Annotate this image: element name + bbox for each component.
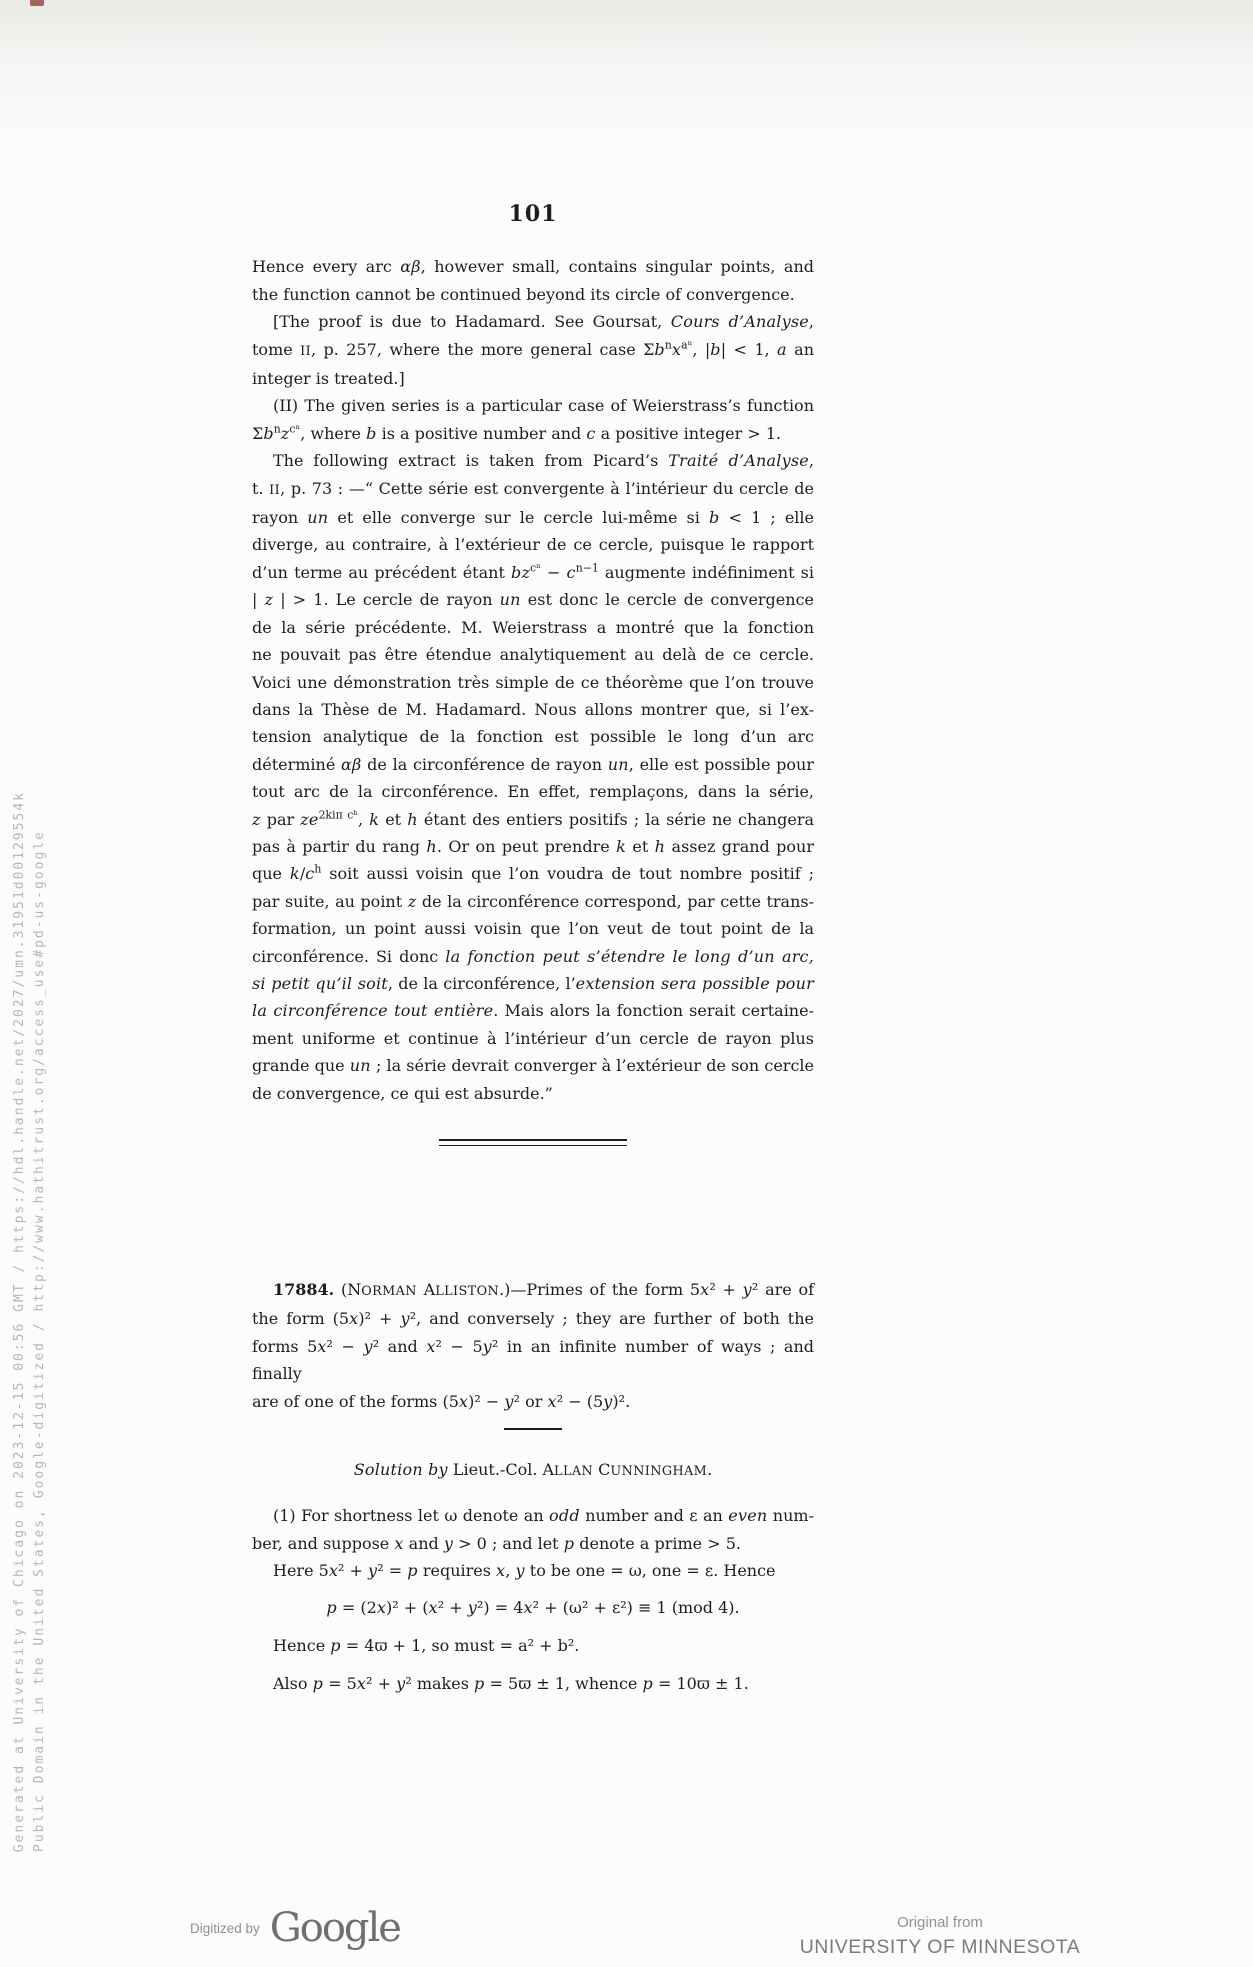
digitized-by-label: Digitized by: [190, 1920, 260, 1936]
institution-name: UNIVERSITY OF MINNESOTA: [799, 1936, 1081, 1958]
text-line: grande que un ; la série devrait converger à l’extérieur de son cercle: [252, 1056, 814, 1076]
text-line: (1) For shortness let ω denote an odd number and ε an even num-: [273, 1506, 814, 1526]
text-line: la circonférence tout entière. Mais alors la fonction serait certaine-: [252, 1001, 814, 1021]
text-line: Also p = 5x² + y² makes p = 5ϖ ± 1, whence p = 10ϖ ± 1.: [273, 1674, 749, 1694]
text-line: d’un terme au précédent étant $bz^{c^n} - c^{n-1}$ augmente indéfiniment si: [252, 561, 814, 582]
paragraph-solution-here: [252, 1557, 814, 1584]
text-line: ment uniforme et continue à l’intérieur d’un cercle de rayon plus: [252, 1028, 814, 1048]
text-line: 17884. (NORMAN ALLISTON.)—Primes of the form 5x² + y² are of: [273, 1280, 815, 1299]
text-line: Hence p = 4ϖ + 1, so must = a² + b².: [273, 1636, 580, 1656]
watermark-generated-line: Generated at University of Chicago on 2023-12-15 00:56 GMT / https://hdl.handle.net/2027/umn.31951d00129554k: [12, 790, 27, 1852]
text-line: Voici une démonstration très simple de ce théorème que l’on trouve: [252, 672, 814, 692]
text-line: forms 5x² − y² and x² − 5y² in an infinite number of ways ; and finally: [252, 1336, 815, 1384]
text-line: ber, and suppose x and y > 0 ; and let p denote a prime > 5.: [252, 1533, 741, 1553]
text-line: déterminé αβ de la circonférence de rayon un, elle est possible pour: [252, 754, 814, 774]
solution-rule: [504, 1428, 562, 1430]
paragraph-proof-note: [252, 308, 814, 392]
text-line: diverge, au contraire, à l’extérieur de ce cercle, puisque le rapport: [252, 535, 814, 555]
text-line: t. II, p. 73 : —“ Cette série est convergente à l’intérieur du cercle de: [252, 478, 815, 498]
text-line: (II) The given series is a particular case of Weierstrass’s function: [273, 396, 814, 416]
text-line: tension analytique de la fonction est possible le long d’un arc: [252, 727, 814, 747]
paragraph-solution-1: [252, 1502, 814, 1557]
text-line: integer is treated.]: [252, 369, 405, 389]
text-line: Solution by Lieut.-Col. ALLAN CUNNINGHAM.: [353, 1460, 713, 1480]
text-line: circonférence. Si donc la fonction peut s’étendre le long d’un arc,: [252, 946, 814, 966]
text-line: p = (2x)² + (x² + y²) = 4x² + (ω² + ε²) ≡ 1 (mod 4).: [326, 1597, 740, 1617]
text-line: que $k/c^h$ soit aussi voisin que l’on voudra de tout nombre positif ;: [252, 863, 814, 884]
section-divider: [439, 1139, 627, 1146]
page-number: 101: [508, 201, 558, 227]
equation-mod4: [252, 1594, 814, 1621]
text-line: de convergence, ce qui est absurde.”: [252, 1083, 553, 1103]
footer-digitized: [190, 1905, 400, 1951]
hathitrust-watermark: [12, 791, 47, 1852]
text-line: The following extract is taken from Picard’s Traité d’Analyse,: [273, 451, 814, 471]
google-logo: Google: [269, 1905, 400, 1951]
text-line: pas à partir du rang h. Or on peut prendre k et h assez grand pour: [252, 836, 814, 856]
paragraph-continuation: [252, 253, 814, 308]
text-blocks: [252, 253, 814, 1697]
text-line: de la série précédente. M. Weierstrass a montré que la fonction: [252, 617, 814, 637]
text-line: par suite, au point z de la circonférence correspond, par cette trans-: [252, 891, 815, 911]
text-line: formation, un point aussi voisin que l’on veut de tout point de la: [252, 919, 814, 939]
original-from-label: Original from: [897, 1914, 983, 1931]
text-column: [252, 201, 814, 1698]
solution-heading: [252, 1456, 814, 1485]
text-line: tout arc de la circonférence. En effet, remplaçons, dans la série,: [252, 782, 814, 802]
watermark-publicdomain-line: Public Domain in the United States, Google-digitized / http://www.hathitrust.org/access_use#pd-us-google: [32, 830, 47, 1852]
text-line: ne pouvait pas être étendue analytiquement au delà de ce cercle.: [252, 645, 814, 665]
text-line: $\Sigma b^nz^{c^n}$, where b is a positive number and c a positive integer > 1.: [252, 422, 782, 443]
paragraph-hence: [252, 1632, 814, 1659]
scan-artifact-mark: [30, 0, 44, 6]
paragraph-also: [252, 1670, 814, 1697]
scan-top-shading: [0, 0, 1253, 150]
text-line: the form (5x)² + y², and conversely ; they are further of both the: [252, 1309, 814, 1329]
text-line: dans la Thèse de M. Hadamard. Nous allons montrer que, si l’ex-: [252, 699, 814, 719]
text-line: Here 5x² + y² = p requires x, y to be one = ω, one = ε. Hence: [273, 1561, 776, 1581]
text-line: the function cannot be continued beyond its circle of convergence.: [252, 284, 795, 304]
paragraph-part-ii: [252, 392, 814, 447]
text-line: [The proof is due to Hadamard. See Goursat, Cours d’Analyse,: [273, 312, 815, 332]
text-line: are of one of the forms (5x)² − y² or x² − (5y)².: [252, 1391, 631, 1411]
text-line: | z | > 1. Le cercle de rayon un est donc le cercle de convergence: [252, 590, 815, 610]
text-line: rayon un et elle converge sur le cercle lui-même si b < 1 ; elle: [252, 508, 815, 528]
footer-original: [775, 1914, 1105, 1959]
paragraph-problem-17884: [252, 1276, 814, 1415]
text-line: si petit qu’il soit, de la circonférence, l’extension sera possible pour: [252, 973, 814, 993]
text-line: tome II, p. 257, where the more general case $\Sigma b^nx^{a^n}$, |b| < 1, a an: [252, 338, 815, 359]
text-line: z par $ze^{2ki\pi cʰ}$, k et h étant des entiers positifs ; la série ne changera: [252, 808, 814, 829]
paragraph-picard-extract: [252, 447, 814, 1107]
text-line: Hence every arc αβ, however small, contains singular points, and: [252, 257, 814, 277]
